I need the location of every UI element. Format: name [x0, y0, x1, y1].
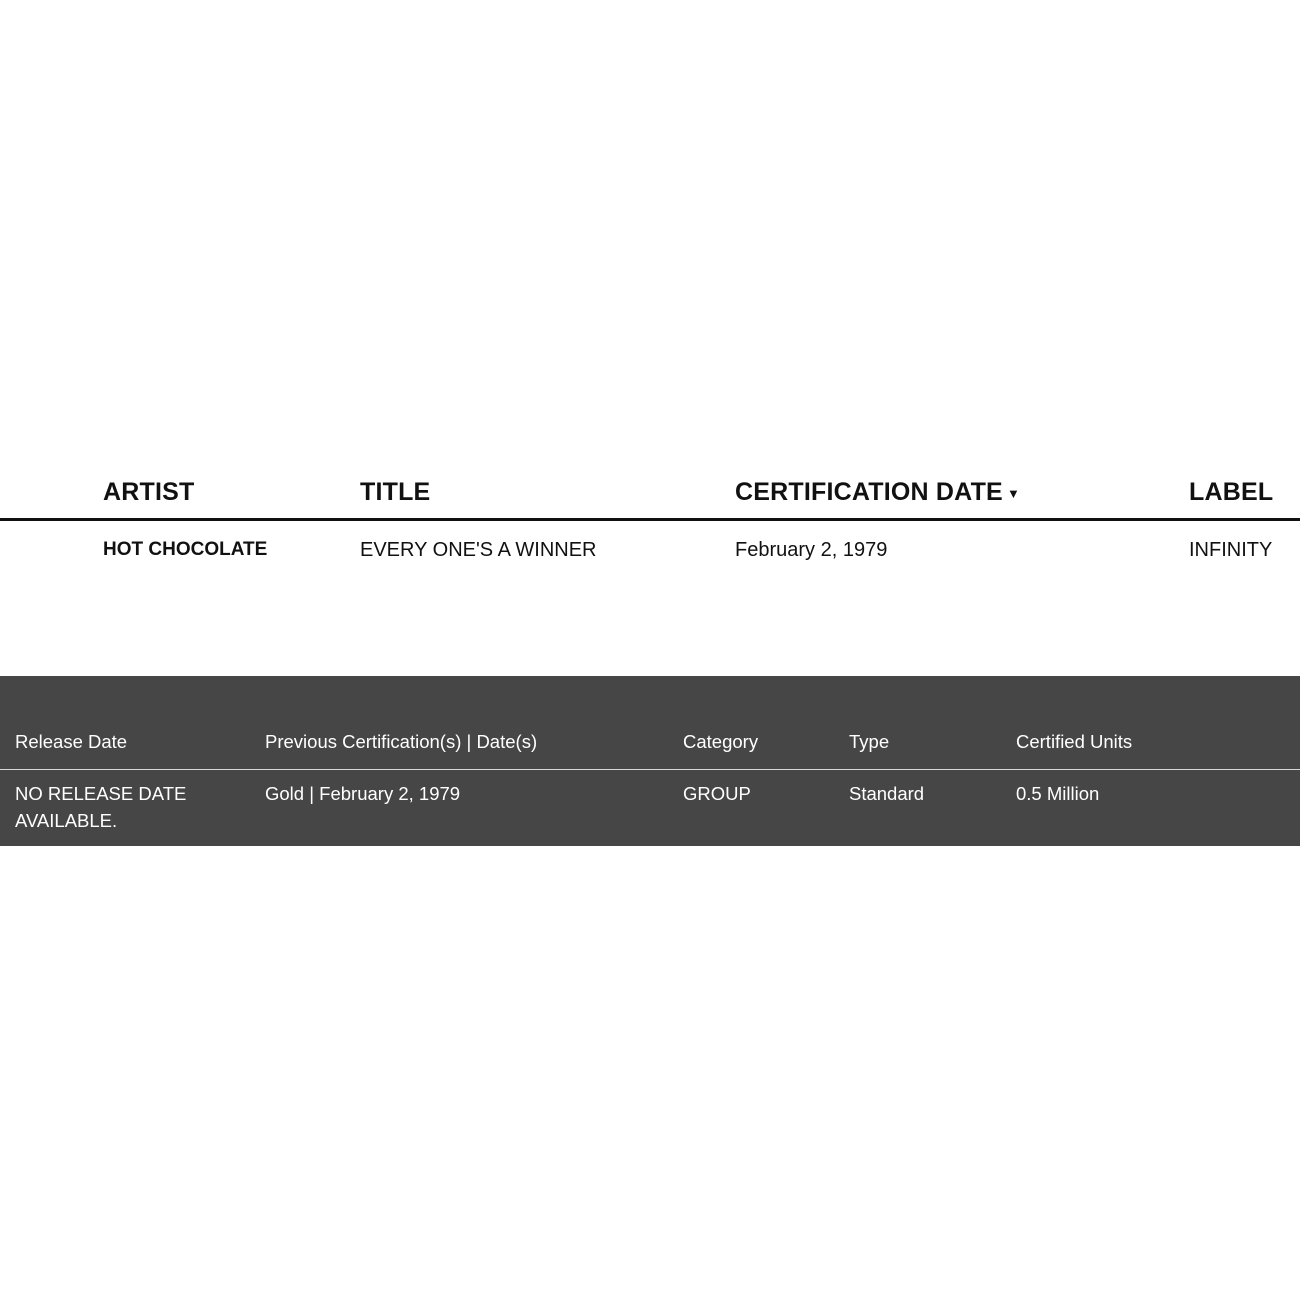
details-value-type: Standard: [849, 783, 925, 804]
details-header-previous-certifications: Previous Certification(s) | Date(s): [265, 731, 538, 752]
details-divider: [0, 769, 1300, 770]
details-header-certified-units: Certified Units: [1016, 731, 1133, 752]
details-header-release-date: Release Date: [15, 731, 128, 752]
table-row[interactable]: [0, 520, 1300, 580]
certification-results-table: [0, 460, 1300, 580]
details-value-previous-certifications: Gold | February 2, 1979: [265, 783, 461, 804]
cell-label: INFINITY: [1189, 539, 1273, 561]
column-header-certification-date[interactable]: [735, 478, 1020, 507]
details-value-certified-units: 0.5 Million: [1016, 783, 1100, 804]
column-header-label[interactable]: LABEL: [1189, 478, 1274, 506]
column-header-title[interactable]: TITLE: [360, 478, 431, 506]
column-header-artist[interactable]: ARTIST: [103, 478, 195, 506]
details-value-release-date: NO RELEASE DATE AVAILABLE.: [15, 783, 187, 831]
table-header-row: [0, 460, 1300, 520]
cell-artist[interactable]: HOT CHOCOLATE: [103, 539, 268, 560]
details-value-category: GROUP: [683, 783, 751, 804]
certification-date-header-label: CERTIFICATION DATE: [735, 478, 1003, 506]
cell-title: EVERY ONE'S A WINNER: [360, 539, 597, 561]
cell-certification-date: February 2, 1979: [735, 539, 888, 561]
certification-details-panel: [0, 676, 1300, 846]
details-header-category: Category: [683, 731, 759, 752]
details-header-type: Type: [849, 731, 890, 752]
sort-descending-icon[interactable]: ▼: [1006, 485, 1021, 501]
